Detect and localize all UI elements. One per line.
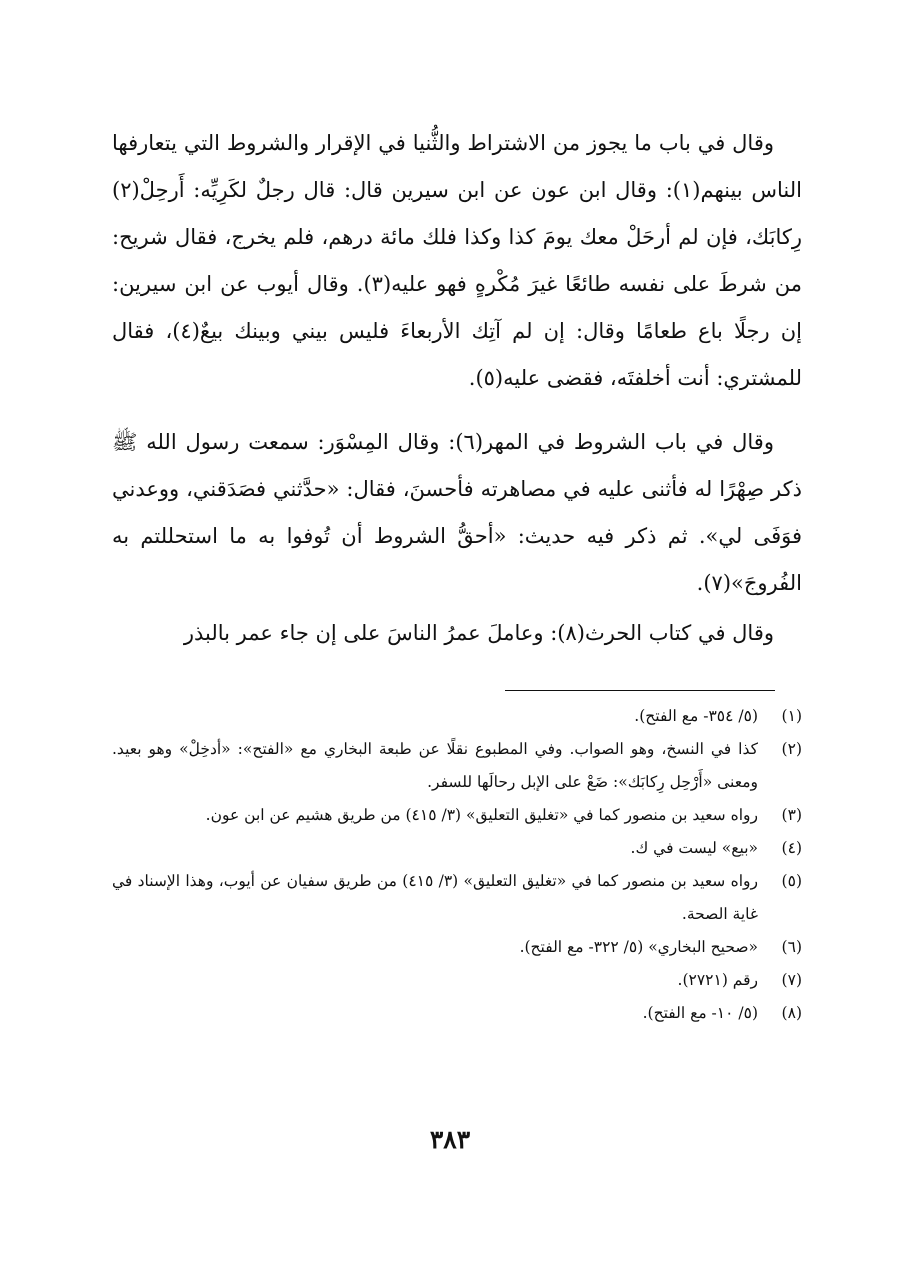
footnote-text: (٥/ ٣٥٤- مع الفتح).	[634, 707, 758, 725]
footnote-item	[112, 997, 802, 1030]
footnote-number: (٥)	[781, 872, 802, 890]
paragraph-3: وقال في كتاب الحرث(٨): وعاملَ عمرُ الناسَ على إن جاء عمر بالبذر	[183, 621, 774, 645]
footnote-text: «بيع» ليست في ك.	[630, 839, 758, 857]
footnote-number: (٣)	[781, 806, 802, 824]
page-number: ٣٨٣	[429, 1125, 471, 1154]
footnote-item	[112, 799, 802, 832]
footnote-number: (٤)	[781, 839, 802, 857]
footnote-number: (٦)	[781, 938, 802, 956]
footnote-item	[112, 865, 802, 931]
footnote-text: رواه سعيد بن منصور كما في «تغليق التعليق» (٣/ ٤١٥) من طريق سفيان عن أيوب، وهذا الإسناد في غاية الصحة.	[112, 872, 758, 923]
footnote-item	[112, 832, 802, 865]
footnote-number: (٨)	[781, 1004, 802, 1022]
footnote-item	[112, 700, 802, 733]
footnote-divider	[505, 690, 775, 691]
paragraph-1: وقال في باب ما يجوز من الاشتراط والثُّنيا في الإقرار والشروط التي يتعارفها الناس بينهم(١): وقال ابن عون عن ابن سيرين قال: قال رجلٌ لكَرِيِّه: أَرحِلْ(٢) رِكابَك، فإن لم أرحَلْ معك يومَ كذا وكذا فلك مائة درهم، فلم يخرج، فقال شريح: من شرطَ على نفسه طائعًا غيرَ مُكْرهٍ فهو عليه(٣). وقال أيوب عن ابن سيرين: إن رجلًا باع طعامًا وقال: إن لم آتِك الأربعاءَ فليس بيني وبينك بيعٌ(٤)، فقال للمشتري: أنت أخلفتَه، فقضى عليه(٥).	[112, 131, 802, 390]
main-text-paragraph	[112, 610, 802, 657]
footnote-item	[112, 931, 802, 964]
footnote-text: (٥/ ١٠- مع الفتح).	[642, 1004, 758, 1022]
footnote-text: رواه سعيد بن منصور كما في «تغليق التعليق» (٣/ ٤١٥) من طريق هشيم عن ابن عون.	[205, 806, 758, 824]
footnote-number: (٧)	[781, 971, 802, 989]
main-text-paragraph	[112, 419, 802, 607]
footnote-item	[112, 964, 802, 997]
footnote-number: (١)	[781, 707, 802, 725]
paragraph-2: وقال في باب الشروط في المهر(٦): وقال المِسْوَر: سمعت رسول الله ﷺ ذكر صِهْرًا له فأثنى عليه في مصاهرته فأحسنَ، فقال: «حدَّثني فصَدَقني، ووعدني فوَفَى لي». ثم ذكر فيه حديث: «أحقُّ الشروط أن تُوفوا به ما استحللتم به الفُروجَ»(٧).	[112, 430, 802, 595]
footnote-text: كذا في النسخ، وهو الصواب. وفي المطبوع نقلًا عن طبعة البخاري مع «الفتح»: «أدخِلْ» وهو بعيد. ومعنى «أَرْحِل رِكابَك»: ضَعْ على الإبل رحالَها للسفر.	[112, 740, 758, 791]
main-text-paragraph	[112, 120, 802, 402]
footnote-item	[112, 733, 802, 799]
footnote-number: (٢)	[781, 740, 802, 758]
footnote-text: «صحيح البخاري» (٥/ ٣٢٢- مع الفتح).	[519, 938, 758, 956]
footnotes-list	[112, 700, 802, 1030]
footnote-text: رقم (٢٧٢١).	[677, 971, 758, 989]
